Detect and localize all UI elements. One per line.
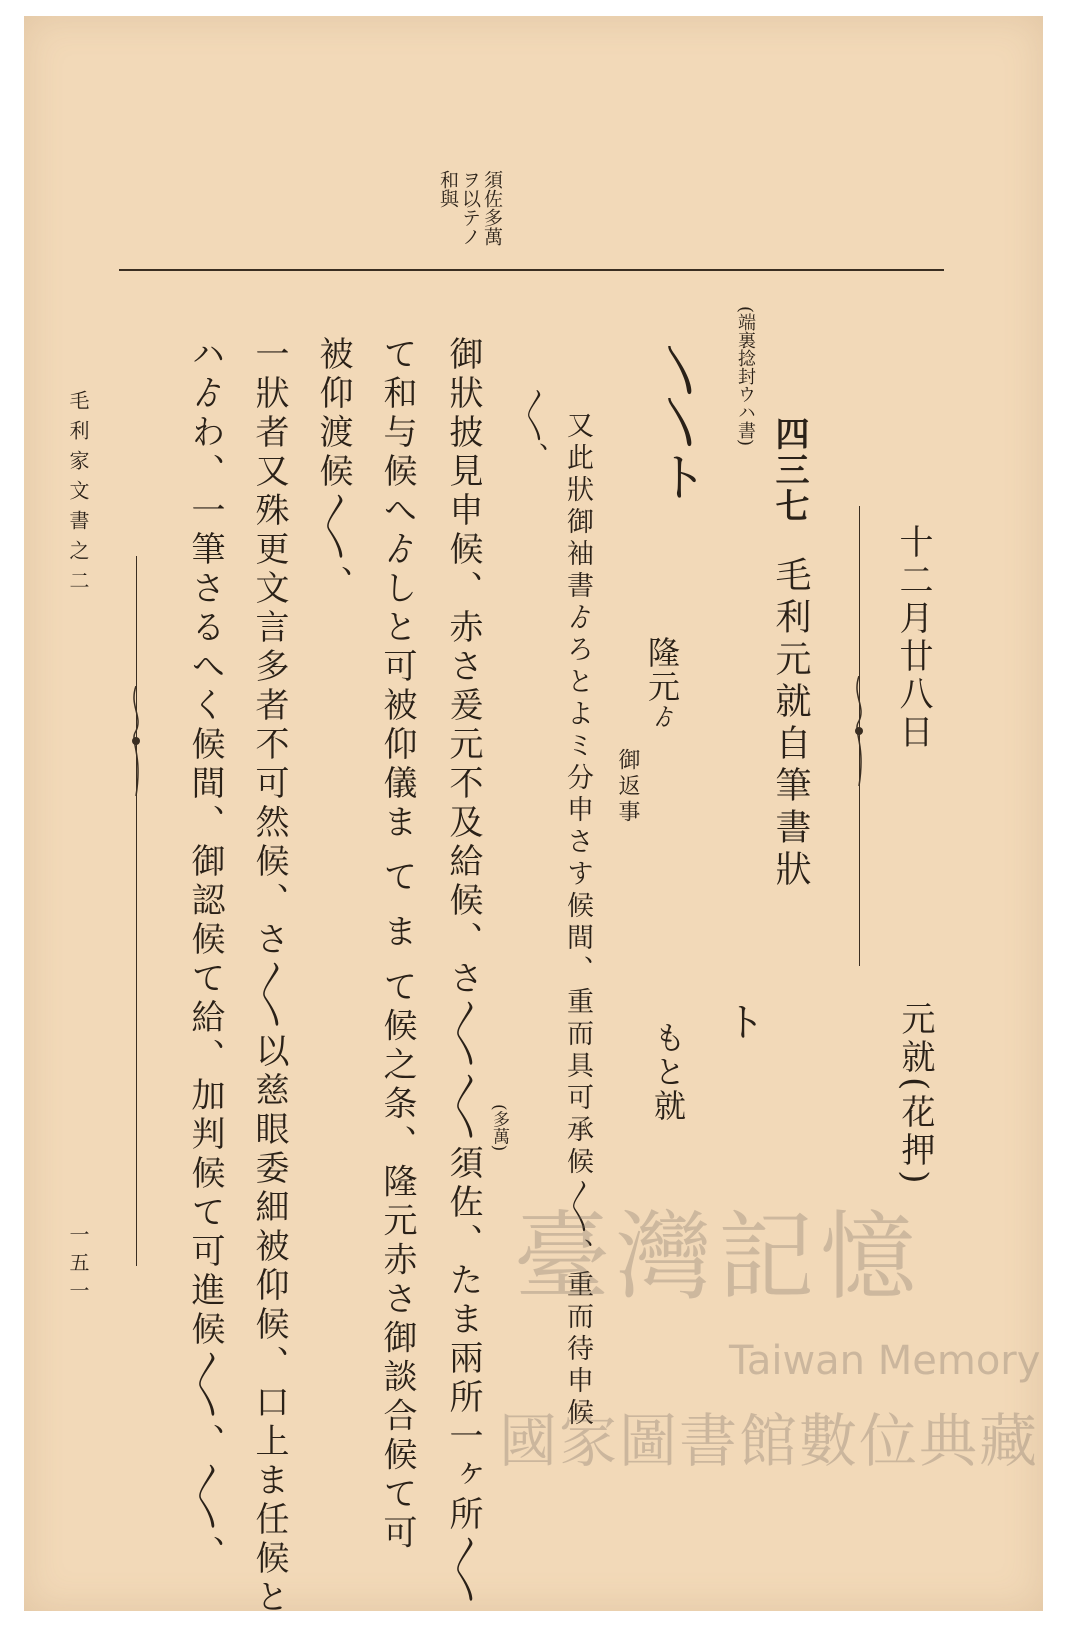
header-rule bbox=[119, 269, 944, 271]
address-recipient bbox=[643, 636, 681, 730]
signature-line: 元就(花押) bbox=[895, 1001, 935, 1188]
watermark-logo: 臺灣記憶 bbox=[514, 1201, 922, 1313]
watermark-institution: 國家圖書館數位典藏 bbox=[499, 1407, 1040, 1475]
body-line-7: ハゟわ、一筆さるへく候間、御認候て給、加判候て可進候〳〵、〳〵、 bbox=[185, 336, 225, 1574]
ornament-right-icon bbox=[852, 676, 866, 786]
body-line-5: 被仰渡候〳〵、 bbox=[313, 336, 353, 604]
address-sender: もと就 bbox=[649, 1021, 687, 1123]
top-note-line2: ヲ以テノ bbox=[459, 170, 481, 246]
body-line-3: 御狀披見申候、赤さ爰元不及給候、さ〳〵〳〵須佐、たま兩所一ヶ所〳〵 bbox=[443, 336, 483, 1608]
body-line-2: 〳〵、 bbox=[517, 388, 548, 469]
page-number: 一五一 bbox=[66, 1224, 90, 1308]
top-note-line1: 須佐多萬 bbox=[481, 170, 503, 246]
address-recipient-suffix: ゟ bbox=[648, 704, 676, 730]
interlinear-note: (多萬) bbox=[489, 1104, 509, 1152]
divider-left bbox=[136, 556, 137, 1266]
top-note-line3: 和與 bbox=[437, 170, 459, 208]
body-line-1: 又此狀御袖書ゟろとよミ分申さす候間、重而具可承候〳〵、重而待申候 bbox=[562, 411, 593, 1430]
seal-mark-icon: 〵〵ト bbox=[647, 346, 707, 502]
address-reply: 御返事 bbox=[615, 748, 640, 826]
running-title: 毛利家文書之二 bbox=[66, 390, 90, 600]
address-recipient-name: 隆元 bbox=[643, 636, 681, 704]
ornament-left-icon bbox=[129, 686, 143, 796]
endorsement-note: (端裏捻封ウハ書) bbox=[735, 306, 756, 447]
doc-number: 四三七 bbox=[769, 416, 809, 524]
document-page bbox=[24, 16, 1043, 1618]
body-line-4: て和与候へゟしと可被仰儀ま て ま て候之条、隆元赤さ御談合候て可 bbox=[377, 336, 417, 1554]
date-line: 十二月廿八日 bbox=[893, 524, 933, 752]
watermark-english: Taiwan Memory bbox=[729, 1338, 1041, 1384]
sender-mark-icon: ト bbox=[719, 1001, 765, 1041]
doc-title: 毛利元就自筆書狀 bbox=[770, 556, 811, 892]
body-line-6: 一狀者又殊更文言多者不可然候、さ〳〵以慈眼委細被仰候、口上ま任候と bbox=[249, 336, 289, 1618]
